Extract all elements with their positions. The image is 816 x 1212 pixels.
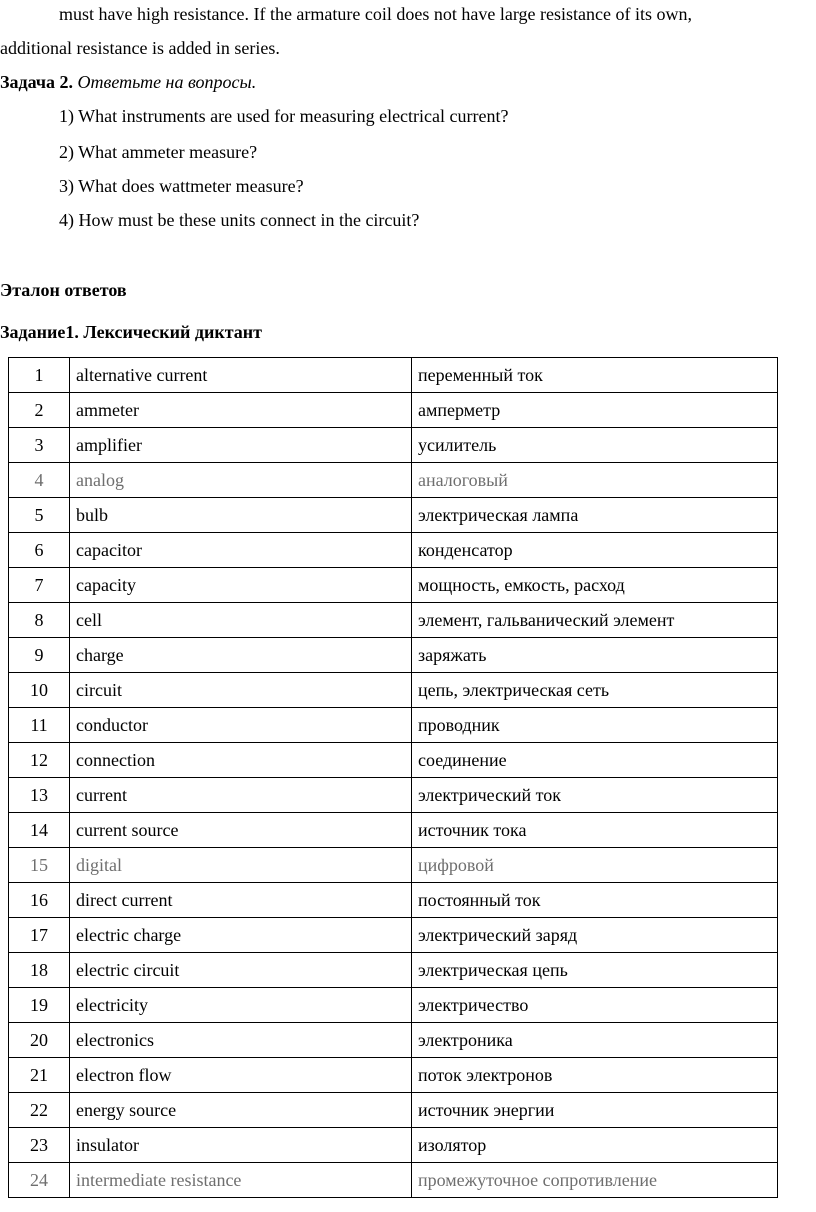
row-number: 17 [9, 918, 70, 953]
english-term: cell [70, 603, 412, 638]
table-row [9, 778, 778, 813]
russian-translation: цифровой [412, 848, 778, 883]
row-number: 8 [9, 603, 70, 638]
table-row [9, 813, 778, 848]
row-number: 1 [9, 358, 70, 393]
table-row [9, 848, 778, 883]
row-number: 11 [9, 708, 70, 743]
row-number: 6 [9, 533, 70, 568]
question-2: 2) What ammeter measure? [59, 142, 258, 162]
table-row [9, 708, 778, 743]
table-row [9, 1093, 778, 1128]
table-row [9, 883, 778, 918]
russian-translation: электрический заряд [412, 918, 778, 953]
row-number: 10 [9, 673, 70, 708]
russian-translation: источник энергии [412, 1093, 778, 1128]
english-term: analog [70, 463, 412, 498]
russian-translation: мощность, емкость, расход [412, 568, 778, 603]
english-term: alternative current [70, 358, 412, 393]
russian-translation: аналоговый [412, 463, 778, 498]
english-term: digital [70, 848, 412, 883]
english-term: electric charge [70, 918, 412, 953]
english-term: ammeter [70, 393, 412, 428]
dictation-heading: Задание1. Лексический диктант [0, 322, 262, 342]
table-row [9, 463, 778, 498]
table-row [9, 358, 778, 393]
row-number: 12 [9, 743, 70, 778]
question-4: 4) How must be these units connect in the circuit? [59, 210, 420, 230]
russian-translation: проводник [412, 708, 778, 743]
task2-instruction: Ответьте на вопросы. [77, 72, 257, 92]
russian-translation: промежуточное сопротивление [412, 1163, 778, 1198]
english-term: insulator [70, 1128, 412, 1163]
russian-translation: цепь, электрическая сеть [412, 673, 778, 708]
row-number: 20 [9, 1023, 70, 1058]
english-term: direct current [70, 883, 412, 918]
intro-line-1: must have high resistance. If the armature coil does not have large resistance of its own, [59, 4, 692, 24]
english-term: electron flow [70, 1058, 412, 1093]
row-number: 14 [9, 813, 70, 848]
english-term: energy source [70, 1093, 412, 1128]
english-term: electricity [70, 988, 412, 1023]
russian-translation: электрическая лампа [412, 498, 778, 533]
english-term: charge [70, 638, 412, 673]
russian-translation: электрический ток [412, 778, 778, 813]
table-row [9, 988, 778, 1023]
row-number: 21 [9, 1058, 70, 1093]
russian-translation: постоянный ток [412, 883, 778, 918]
russian-translation: соединение [412, 743, 778, 778]
intro-line-2: additional resistance is added in series. [0, 38, 280, 58]
english-term: connection [70, 743, 412, 778]
table-row [9, 1023, 778, 1058]
english-term: current [70, 778, 412, 813]
russian-translation: электрическая цепь [412, 953, 778, 988]
english-term: amplifier [70, 428, 412, 463]
table-row [9, 393, 778, 428]
row-number: 5 [9, 498, 70, 533]
table-row [9, 603, 778, 638]
russian-translation: электроника [412, 1023, 778, 1058]
answers-heading: Эталон ответов [0, 280, 127, 300]
vocabulary-table [8, 357, 778, 1198]
table-row [9, 1058, 778, 1093]
russian-translation: конденсатор [412, 533, 778, 568]
russian-translation: переменный ток [412, 358, 778, 393]
table-row [9, 673, 778, 708]
table-row [9, 1128, 778, 1163]
row-number: 9 [9, 638, 70, 673]
table-row [9, 568, 778, 603]
english-term: current source [70, 813, 412, 848]
table-row [9, 953, 778, 988]
table-row [9, 428, 778, 463]
row-number: 4 [9, 463, 70, 498]
row-number: 22 [9, 1093, 70, 1128]
russian-translation: элемент, гальванический элемент [412, 603, 778, 638]
task2-heading [0, 72, 256, 92]
table-row [9, 918, 778, 953]
question-1: 1) What instruments are used for measuring electrical current? [59, 106, 509, 126]
table-row [9, 638, 778, 673]
english-term: capacity [70, 568, 412, 603]
row-number: 16 [9, 883, 70, 918]
question-3: 3) What does wattmeter measure? [59, 176, 304, 196]
russian-translation: усилитель [412, 428, 778, 463]
english-term: capacitor [70, 533, 412, 568]
english-term: conductor [70, 708, 412, 743]
row-number: 2 [9, 393, 70, 428]
task2-label: Задача 2. [0, 72, 74, 92]
table-row [9, 1163, 778, 1198]
russian-translation: амперметр [412, 393, 778, 428]
english-term: circuit [70, 673, 412, 708]
vocabulary-table-body [9, 358, 778, 1198]
table-row [9, 743, 778, 778]
row-number: 19 [9, 988, 70, 1023]
russian-translation: поток электронов [412, 1058, 778, 1093]
english-term: electronics [70, 1023, 412, 1058]
row-number: 13 [9, 778, 70, 813]
table-row [9, 498, 778, 533]
english-term: intermediate resistance [70, 1163, 412, 1198]
row-number: 24 [9, 1163, 70, 1198]
russian-translation: заряжать [412, 638, 778, 673]
english-term: electric circuit [70, 953, 412, 988]
row-number: 15 [9, 848, 70, 883]
row-number: 23 [9, 1128, 70, 1163]
row-number: 18 [9, 953, 70, 988]
table-row [9, 533, 778, 568]
russian-translation: изолятор [412, 1128, 778, 1163]
row-number: 7 [9, 568, 70, 603]
row-number: 3 [9, 428, 70, 463]
english-term: bulb [70, 498, 412, 533]
russian-translation: источник тока [412, 813, 778, 848]
russian-translation: электричество [412, 988, 778, 1023]
